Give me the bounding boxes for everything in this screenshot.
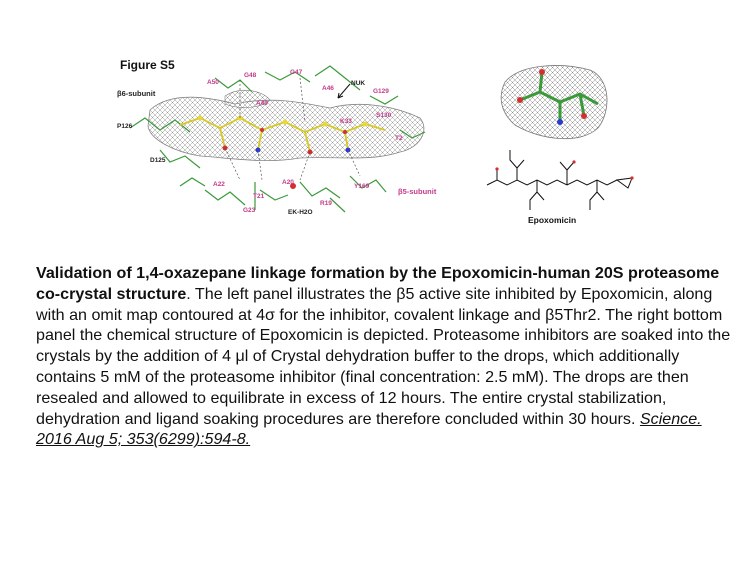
residue-label: T21 bbox=[253, 193, 265, 200]
residue-label: Y169 bbox=[354, 183, 370, 190]
residue-label: EK-H2O bbox=[288, 209, 313, 216]
residue-label: R19 bbox=[320, 200, 332, 207]
figure-caption bbox=[36, 263, 736, 450]
caption-body: . The left panel illustrates the β5 active site inhibited by Epoxomicin, along with an omit map contoured at 4σ for the inhibitor, covalent linkage and β5Thr2. The right bottom panel the chemical structure of Epoxomicin is depicted. Proteasome inhibitors are soaked into the crystals by the addition of 4 μl of Crystal dehydration buffer to the drops, which additionally contains 5 mM of the proteasome inhibitor (final concentration: 2.5 mM). The drops are then resealed and allowed to equilibrate in excess of 12 hours. The entire crystal stabilization, dehydration and ligand soaking procedures are therefore concluded within 30 hours. bbox=[36, 284, 731, 428]
residue-label: T2 bbox=[395, 135, 403, 142]
residue-label: A49 bbox=[256, 100, 268, 107]
zoom-density bbox=[501, 66, 607, 139]
structure-atoms bbox=[495, 160, 633, 179]
b6-subunit-label: β6-subunit bbox=[117, 89, 156, 98]
residue-label: G47 bbox=[290, 69, 303, 76]
residue-label: K33 bbox=[340, 118, 352, 125]
compound-label: Epoxomicin bbox=[528, 215, 577, 225]
residue-label: G23 bbox=[243, 207, 256, 214]
citation-link[interactable]: Science. 2016 Aug 5; 353(6299):594-8. bbox=[36, 409, 702, 449]
residue-label: P126 bbox=[117, 123, 133, 130]
residue-label: S130 bbox=[376, 112, 392, 119]
figure-title: Figure S5 bbox=[120, 58, 175, 72]
caption-bold-title: Validation of 1,4-oxazepane linkage formation by the Epoxomicin-human 20S proteasome co-crystal structure bbox=[36, 264, 720, 303]
residue-label: A46 bbox=[322, 85, 334, 92]
b5-subunit-label: β5-subunit bbox=[398, 187, 437, 196]
residue-label: A22 bbox=[213, 181, 225, 188]
omit-map-mesh bbox=[148, 90, 424, 160]
residue-label: NUK bbox=[351, 80, 366, 87]
epoxomicin-structure bbox=[487, 150, 632, 210]
residue-label: D125 bbox=[150, 157, 166, 164]
figure-panel bbox=[0, 0, 756, 250]
residue-label: G129 bbox=[373, 88, 389, 95]
structure-illustration bbox=[0, 0, 756, 250]
residue-label: G48 bbox=[244, 72, 257, 79]
residue-label: A50 bbox=[207, 79, 219, 86]
nuk-arrow bbox=[338, 84, 350, 98]
residue-label: A20 bbox=[282, 179, 294, 186]
